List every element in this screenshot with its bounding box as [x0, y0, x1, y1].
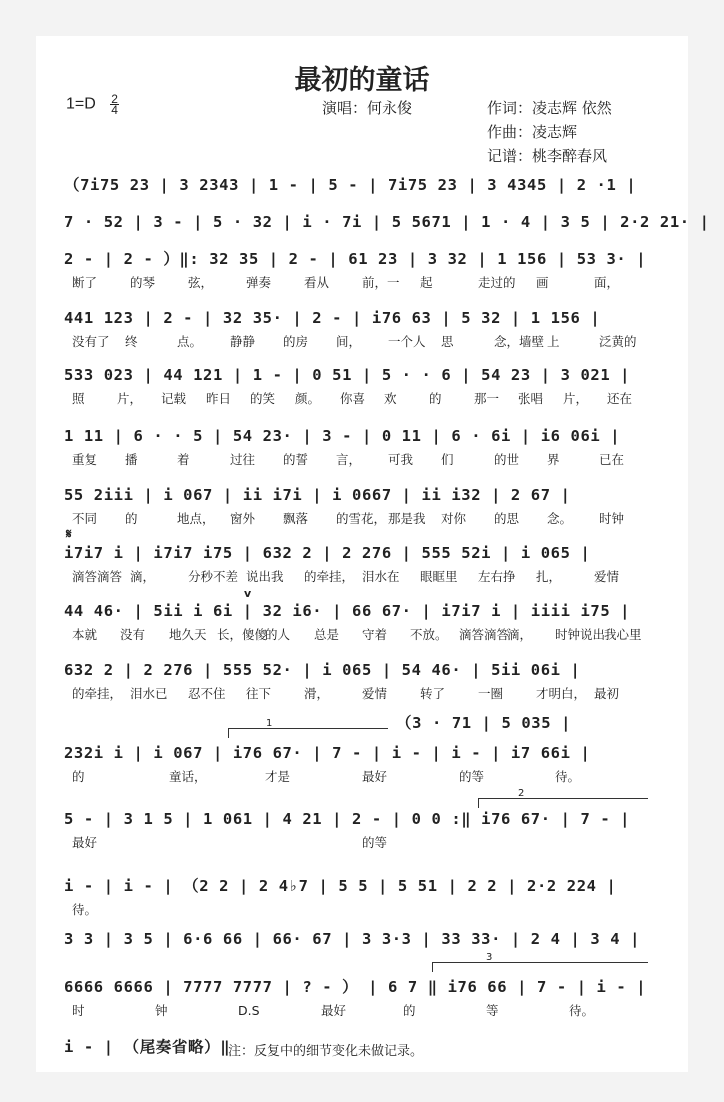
notation-row: 2 - | 2 - ）‖: 32 35 | 2 - | 61 23 | 3 32 | 1 156 | 53 3· |	[64, 250, 647, 268]
lyric-syllable: 滴答滴答	[459, 627, 510, 642]
notation-row: （7i75 23 | 3 2343 | 1 - | 5 - | 7i75 23 | 3 4345 | 2 ·1 |	[64, 176, 637, 194]
lyric-syllable: 没有	[120, 627, 146, 642]
lyric-syllable: D.S	[238, 1003, 260, 1018]
lyric-syllable: 对你	[441, 511, 467, 526]
lyric-syllable: 没有了	[72, 334, 110, 349]
transcriber-credit: 记谱：桃李醉春风	[487, 147, 608, 165]
lyric-syllable: 扎，	[536, 569, 562, 584]
lyric-row	[64, 834, 654, 852]
lyric-syllable: 钟	[155, 1003, 168, 1018]
lyric-syllable: 爱情	[594, 569, 620, 584]
lyric-syllable: 静静	[230, 334, 256, 349]
lyric-syllable: 往下	[246, 686, 272, 701]
lyric-syllable: 说出我	[246, 569, 284, 584]
lyric-syllable: 上	[547, 334, 560, 349]
lyric-syllable: 才是	[265, 769, 291, 784]
notation-row: 632 2 | 2 276 | 555 52· | i 065 | 54 46· | 5ii 06i |	[64, 661, 581, 679]
lyric-syllable: 张唱	[518, 391, 544, 406]
lyric-syllable: 眼眶里	[420, 569, 458, 584]
lyric-syllable: 的	[403, 1003, 416, 1018]
time-sig-denominator: 4	[111, 103, 118, 117]
lyric-syllable: 点。	[177, 334, 203, 349]
lyricist-credit: 作词：凌志辉 依然	[487, 99, 612, 117]
lyric-syllable: 终	[125, 334, 138, 349]
time-sig-numerator: 2	[111, 92, 118, 106]
lyric-syllable: 泪水已	[130, 686, 168, 701]
lyric-syllable: 总是	[314, 627, 340, 642]
lyric-syllable: 的人	[265, 627, 291, 642]
notation-row: i7i7 i | i7i7 i75 | 632 2 | 2 276 | 555 52i | i 065 |	[64, 544, 591, 562]
lyric-syllable: 的等	[362, 835, 388, 850]
key-label: 1=D	[66, 95, 96, 113]
lyric-syllable: 本就	[72, 627, 98, 642]
lyric-syllable: 面，	[594, 275, 620, 290]
lyric-syllable: 地久天	[169, 627, 207, 642]
lyric-row	[64, 274, 654, 292]
lyric-syllable: 最好	[362, 769, 388, 784]
lyric-syllable: 念。	[547, 511, 573, 526]
lyric-syllable: 最好	[72, 835, 98, 850]
lyric-row	[64, 568, 654, 586]
lyric-syllable: 还在	[607, 391, 633, 406]
volta-number-1: 1	[266, 718, 273, 729]
lyric-syllable: 最好	[321, 1003, 347, 1018]
lyric-syllable: 间，	[336, 334, 362, 349]
lyric-row	[64, 901, 654, 919]
interlude-alt-row: （3 · 71 | 5 035 |	[396, 714, 572, 732]
lyric-row	[64, 333, 654, 351]
lyric-syllable: 走过的	[478, 275, 516, 290]
lyric-syllable: 弹奏	[246, 275, 272, 290]
lyric-syllable: 的	[125, 511, 138, 526]
lyric-syllable: 爱情	[362, 686, 388, 701]
lyric-syllable: 片，	[563, 391, 589, 406]
lyric-syllable: 长，傻傻	[217, 627, 268, 642]
lyric-syllable: 断了	[72, 275, 98, 290]
lyric-syllable: 一个人	[388, 334, 426, 349]
lyric-syllable: 分秒不差	[188, 569, 239, 584]
lyric-syllable: 的牵挂，	[304, 569, 355, 584]
notation-row: 441 123 | 2 - | 32 35· | 2 - | i76 63 | 5 32 | 1 156 |	[64, 309, 601, 327]
lyric-syllable: 滴答滴答	[72, 569, 123, 584]
volta-bracket-3-edge	[432, 962, 433, 972]
lyric-syllable: 待。	[569, 1003, 595, 1018]
lyric-syllable: 时钟	[599, 511, 625, 526]
lyric-syllable: 守着	[362, 627, 388, 642]
notation-row: 7 · 52 | 3 - | 5 · 32 | i · 7i | 5 5671 | 1 · 4 | 3 5 | 2·2 21· |	[64, 213, 710, 231]
lyric-syllable: 那一	[474, 391, 500, 406]
lyric-syllable: 滴，	[130, 569, 156, 584]
time-signature	[110, 94, 119, 115]
lyric-syllable: 界	[547, 452, 560, 467]
lyric-syllable: 的誓	[283, 452, 309, 467]
notation-row: 533 023 | 44 121 | 1 - | 0 51 | 5 · · 6 | 54 23 | 3 021 |	[64, 366, 631, 384]
key-signature	[66, 94, 119, 115]
notation-row: 6666 6666 | 7777 7777 | ? - ） | 6 7 ‖ i76 66 | 7 - | i - |	[64, 978, 647, 996]
lyric-syllable: 时	[72, 1003, 85, 1018]
lyric-syllable: 不同	[72, 511, 98, 526]
breath-mark: v	[244, 587, 252, 600]
footnote: 注：反复中的细节变化未做记录。	[228, 1044, 424, 1059]
lyric-syllable: 欢	[384, 391, 397, 406]
lyric-syllable: 不放。	[410, 627, 448, 642]
lyric-syllable: 的琴	[130, 275, 156, 290]
lyric-syllable: 可我	[388, 452, 414, 467]
lyric-syllable: 言，	[336, 452, 362, 467]
notation-row-tail: i - | （尾奏省略）‖	[64, 1038, 231, 1056]
volta-bracket-2	[478, 798, 648, 799]
lyric-syllable: 忍不住	[188, 686, 226, 701]
notation-row: 232i i | i 067 | i76 67· | 7 - | i - | i - | i7 66i |	[64, 744, 591, 762]
notation-row: 44 46· | 5ii i 6i | 32 i6· | 66 67· | i7i7 i | iiii i75 |	[64, 602, 631, 620]
lyric-syllable: 看从	[304, 275, 330, 290]
lyric-syllable: 窗外	[230, 511, 256, 526]
lyric-syllable: 起	[420, 275, 433, 290]
lyric-syllable: 昨日	[206, 391, 232, 406]
lyric-syllable: 的雪花，	[336, 511, 387, 526]
lyric-syllable: 的世	[494, 452, 520, 467]
lyric-row	[64, 626, 654, 644]
notation-row: 55 2iii | i 067 | ii i7i | i 0667 | ii i32 | 2 67 |	[64, 486, 571, 504]
lyric-syllable: 我心里	[604, 627, 642, 642]
lyric-row	[64, 390, 654, 408]
lyric-syllable: 的思	[494, 511, 520, 526]
lyric-syllable: 滑，	[304, 686, 330, 701]
lyric-syllable: 弦，	[188, 275, 214, 290]
lyric-syllable: 等	[486, 1003, 499, 1018]
lyric-syllable: 记载	[161, 391, 187, 406]
lyric-syllable: 的等	[459, 769, 485, 784]
lyric-syllable: 的牵挂，	[72, 686, 123, 701]
lyric-syllable: 画	[536, 275, 549, 290]
lyric-syllable: 地点，	[177, 511, 215, 526]
singer-credit: 演唱：何永俊	[322, 99, 413, 117]
lyric-syllable: 们	[441, 452, 454, 467]
lyric-row	[64, 1002, 654, 1020]
lyric-syllable: 片，	[117, 391, 143, 406]
lyric-syllable: 重复	[72, 452, 98, 467]
lyric-syllable: 照	[72, 391, 85, 406]
lyric-syllable: 转了	[420, 686, 446, 701]
lyric-syllable: 已在	[599, 452, 625, 467]
lyric-syllable: 那是我	[388, 511, 426, 526]
volta-bracket-3	[432, 962, 648, 963]
lyric-syllable: 的	[72, 769, 85, 784]
lyric-syllable: 时钟说出	[555, 627, 606, 642]
volta-bracket-1-edge	[228, 728, 229, 738]
lyric-syllable: 左右挣	[478, 569, 516, 584]
song-title: 最初的童话	[294, 65, 430, 96]
notation-row: 1 11 | 6 · · 5 | 54 23· | 3 - | 0 11 | 6 · 6i | i6 06i |	[64, 427, 621, 445]
lyric-syllable: 前，一	[362, 275, 400, 290]
lyric-row	[64, 510, 654, 528]
lyric-row	[64, 768, 654, 786]
lyric-syllable: 泪水在	[362, 569, 400, 584]
lyric-syllable: 泛黄的	[599, 334, 637, 349]
lyric-row	[64, 685, 654, 703]
lyric-syllable: 念，墙壁	[494, 334, 545, 349]
lyric-syllable: 着	[177, 452, 190, 467]
lyric-syllable: 播	[125, 452, 138, 467]
composer-credit: 作曲：凌志辉	[487, 123, 578, 141]
volta-number-3: 3	[486, 952, 493, 963]
lyric-syllable: 思	[441, 334, 454, 349]
lyric-syllable: 的房	[283, 334, 309, 349]
lyric-syllable: 的	[429, 391, 442, 406]
lyric-syllable: 才明白，	[536, 686, 587, 701]
lyric-syllable: 过往	[230, 452, 256, 467]
lyric-syllable: 童话，	[169, 769, 207, 784]
lyric-syllable: 飘落	[283, 511, 309, 526]
lyric-syllable: 待。	[555, 769, 581, 784]
lyric-syllable: 一圈	[478, 686, 504, 701]
lyric-syllable: 的笑	[250, 391, 276, 406]
lyric-syllable: 颜。	[295, 391, 321, 406]
lyric-syllable: 最初	[594, 686, 620, 701]
notation-row: 3 3 | 3 5 | 6·6 66 | 66· 67 | 3 3·3 | 33 33· | 2 4 | 3 4 |	[64, 930, 641, 948]
lyric-syllable: 滴，	[507, 627, 533, 642]
lyric-row	[64, 451, 654, 469]
volta-number-2: 2	[518, 788, 525, 799]
segno-sign: 𝄋	[66, 527, 72, 542]
notation-row: 5 - | 3 1 5 | 1 061 | 4 21 | 2 - | 0 0 :‖ i76 67· | 7 - |	[64, 810, 631, 828]
lyric-syllable: 你喜	[340, 391, 366, 406]
lyric-syllable: 待。	[72, 902, 98, 917]
notation-row: i - | i - | （2 2 | 2 4♭7 | 5 5 | 5 51 | 2 2 | 2·2 224 |	[64, 877, 617, 895]
volta-bracket-1	[228, 728, 388, 729]
